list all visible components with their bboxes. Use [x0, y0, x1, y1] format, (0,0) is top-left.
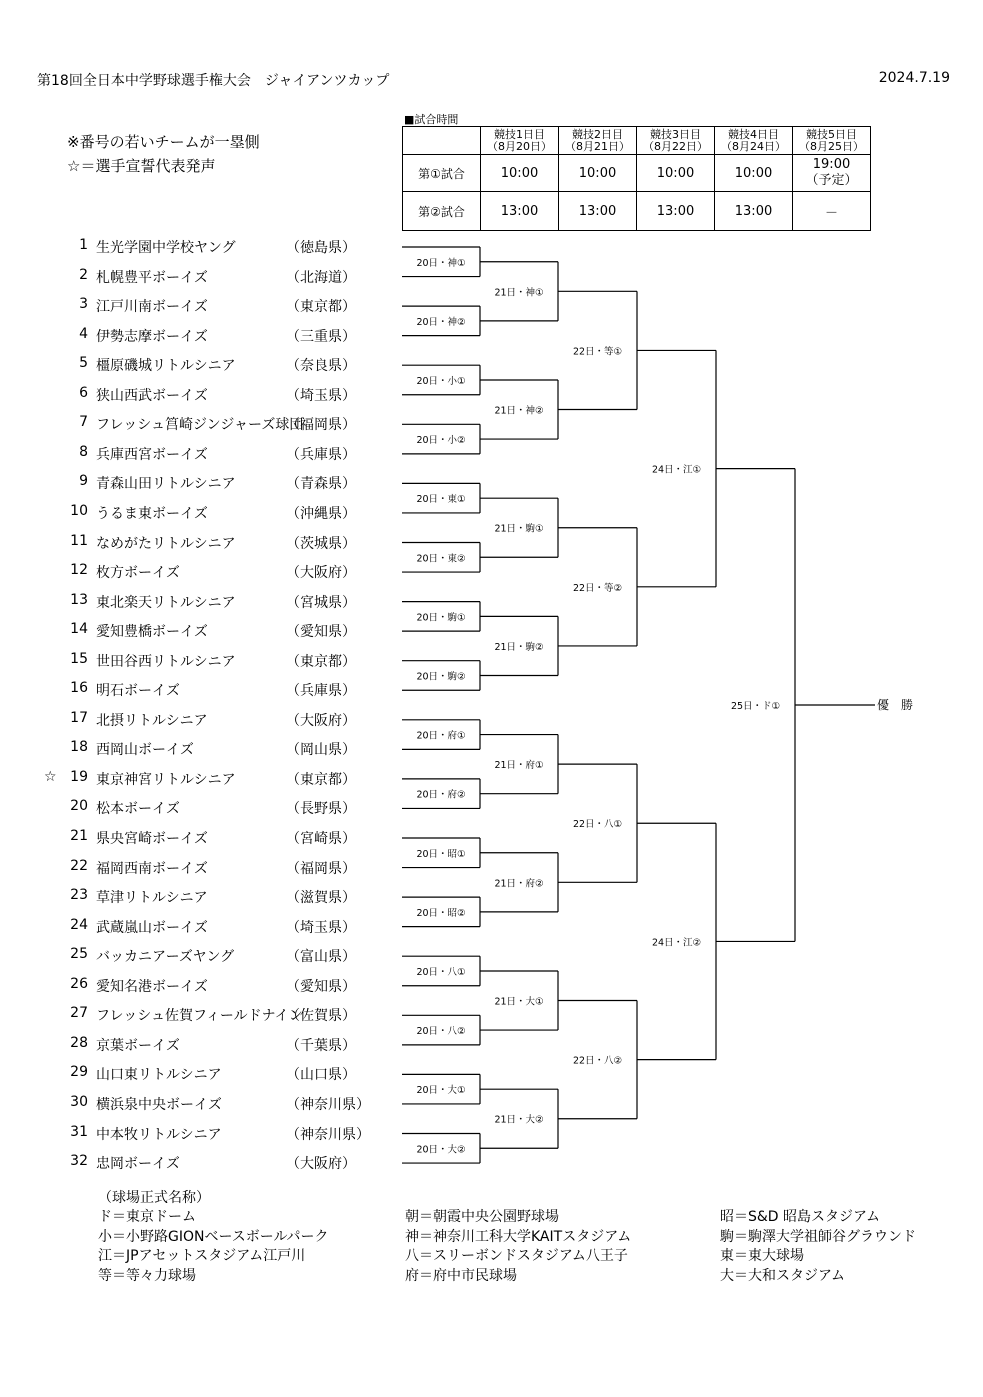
- star-marker: ☆: [44, 769, 57, 785]
- match-label-round1: 20日・駒①: [416, 612, 466, 624]
- match-label-round1: 20日・府②: [416, 789, 466, 801]
- match-label-round3: 22日・八①: [572, 819, 623, 831]
- team-number: 4: [79, 326, 88, 342]
- team-number: 17: [70, 710, 88, 726]
- match-label-round2: 21日・府①: [494, 760, 544, 772]
- match-label-round1: 20日・駒②: [416, 671, 466, 683]
- venues-heading: （球場正式名称）: [98, 1190, 210, 1206]
- day-label: 競技5日目: [806, 127, 857, 141]
- team-name: 福岡西南ボーイズ: [96, 861, 208, 877]
- venue-entry: 等＝等々力球場: [98, 1267, 196, 1284]
- team-prefecture: （福岡県）: [286, 861, 356, 877]
- day-label: 競技2日目: [572, 127, 623, 141]
- match-label-round1: 20日・八②: [416, 1026, 466, 1038]
- note-first-base: ※番号の若いチームが一塁側: [67, 133, 260, 151]
- match-label-round1: 20日・小①: [416, 375, 466, 387]
- match-label-round1: 20日・昭①: [416, 848, 466, 860]
- team-prefecture: （神奈川県）: [286, 1127, 370, 1143]
- team-name: 武蔵嵐山ボーイズ: [96, 920, 208, 936]
- team-number: 5: [79, 355, 88, 371]
- team-name: フレッシュ佐賀フィールドナイン: [96, 1008, 303, 1024]
- team-name: 松本ボーイズ: [96, 801, 180, 817]
- team-name: 江戸川南ボーイズ: [96, 299, 208, 315]
- match-label-semifinal: 24日・江②: [651, 937, 702, 949]
- match-label-round3: 22日・八②: [572, 1055, 623, 1067]
- team-prefecture: （長野県）: [286, 801, 356, 817]
- venue-entry: ド＝東京ドーム: [98, 1209, 196, 1225]
- team-name: 愛知豊橋ボーイズ: [96, 624, 208, 640]
- team-prefecture: （沖縄県）: [286, 506, 356, 522]
- team-prefecture: （神奈川県）: [286, 1097, 370, 1113]
- team-number: 27: [70, 1005, 88, 1021]
- day-date: （8月22日）: [643, 139, 708, 153]
- match-label-round2: 21日・大①: [494, 996, 544, 1008]
- match-label-round2: 21日・大②: [494, 1114, 544, 1126]
- page-title: 第18回全日本中学野球選手権大会 ジャイアンツカップ: [37, 73, 390, 89]
- team-prefecture: （千葉県）: [286, 1038, 356, 1054]
- schedule-time: 13:00: [715, 192, 793, 231]
- champion-label: 優 勝: [876, 698, 914, 713]
- schedule-time: 13:00: [481, 192, 559, 231]
- team-name: 県央宮崎ボーイズ: [96, 831, 208, 847]
- team-prefecture: （宮城県）: [286, 595, 356, 611]
- team-number: 6: [79, 385, 88, 401]
- note-oath: ☆＝選手宣誓代表発声: [67, 157, 216, 175]
- team-number: 9: [79, 473, 88, 489]
- match-label-round1: 20日・小②: [416, 435, 466, 447]
- team-number: 23: [70, 887, 88, 903]
- team-prefecture: （愛知県）: [286, 979, 356, 995]
- match-label-round2: 21日・神①: [494, 287, 544, 299]
- team-name: 伊勢志摩ボーイズ: [96, 329, 208, 345]
- match-label-round1: 20日・神②: [416, 316, 466, 328]
- team-number: 31: [70, 1124, 88, 1140]
- match-label-round1: 20日・八①: [416, 966, 466, 978]
- team-prefecture: （埼玉県）: [286, 920, 356, 936]
- team-number: 18: [70, 739, 88, 755]
- day-date: （8月25日）: [799, 139, 864, 153]
- venue-entry: 朝＝朝霞中央公園野球場: [405, 1209, 559, 1225]
- team-name: 山口東リトルシニア: [96, 1067, 222, 1083]
- team-number: 10: [70, 503, 88, 519]
- schedule-time: 10:00: [715, 155, 793, 192]
- team-prefecture: （山口県）: [286, 1067, 356, 1083]
- team-name: 橿原磯城リトルシニア: [96, 358, 236, 374]
- schedule-time: 13:00: [637, 192, 715, 231]
- team-prefecture: （埼玉県）: [286, 388, 356, 404]
- team-name: 草津リトルシニア: [96, 890, 208, 906]
- venue-entry: 府＝府中市民球場: [405, 1267, 517, 1284]
- venue-entry: 江＝JPアセットスタジアム江戸川: [98, 1248, 306, 1264]
- team-prefecture: （福岡県）: [286, 417, 356, 433]
- team-prefecture: （岡山県）: [286, 742, 356, 758]
- team-number: 8: [79, 444, 88, 460]
- team-prefecture: （大阪府）: [286, 713, 356, 729]
- schedule-time: 13:00: [559, 192, 637, 231]
- venue-entry: 駒＝駒澤大学祖師谷グラウンド: [720, 1228, 916, 1245]
- team-name: フレッシュ筥崎ジンジャーズ球団: [96, 417, 304, 433]
- schedule-label: ■試合時間: [404, 113, 459, 126]
- team-prefecture: （東京都）: [286, 654, 356, 670]
- schedule-row-label: 第①試合: [403, 155, 481, 192]
- venue-entry: 大＝大和スタジアム: [720, 1267, 846, 1284]
- venue-entry: 八＝スリーボンドスタジアム八王子: [405, 1248, 628, 1264]
- match-label-round3: 22日・等①: [572, 346, 623, 358]
- day-label: 競技4日目: [728, 127, 779, 141]
- team-prefecture: （青森県）: [286, 476, 356, 492]
- team-prefecture: （北海道）: [286, 270, 356, 286]
- team-prefecture: （三重県）: [286, 329, 356, 345]
- team-number: 7: [79, 414, 88, 430]
- team-number: 21: [70, 828, 88, 844]
- team-number: 28: [70, 1035, 88, 1051]
- match-label-round1: 20日・東①: [416, 494, 466, 506]
- schedule-time: 19:00 （予定）: [793, 155, 871, 192]
- team-name: 愛知名港ボーイズ: [96, 979, 208, 995]
- team-name: 東京神宮リトルシニア: [96, 772, 236, 788]
- day-date: （8月21日）: [565, 139, 630, 153]
- team-prefecture: （兵庫県）: [286, 447, 356, 463]
- team-number: 25: [70, 946, 88, 962]
- match-label-round1: 20日・府①: [416, 730, 466, 742]
- team-number: 22: [70, 858, 88, 874]
- team-prefecture: （滋賀県）: [286, 890, 356, 906]
- team-name: バッカニアーズヤング: [96, 949, 235, 965]
- team-name: 横浜泉中央ボーイズ: [96, 1097, 222, 1113]
- team-prefecture: （東京都）: [286, 772, 356, 788]
- team-number: 32: [70, 1153, 88, 1169]
- match-label-round1: 20日・昭②: [416, 907, 466, 919]
- team-name: 青森山田リトルシニア: [96, 476, 236, 492]
- team-name: 京葉ボーイズ: [96, 1038, 180, 1054]
- team-number: 29: [70, 1064, 88, 1080]
- match-label-round2: 21日・駒②: [494, 641, 544, 653]
- team-name: 北摂リトルシニア: [96, 713, 208, 729]
- team-name: 生光学園中学校ヤング: [96, 240, 236, 256]
- team-prefecture: （茨城県）: [286, 536, 356, 552]
- match-label-round3: 22日・等②: [572, 582, 623, 594]
- match-label-semifinal: 24日・江①: [651, 464, 702, 476]
- venue-entry: 東＝東大球場: [720, 1248, 804, 1264]
- team-prefecture: （大阪府）: [286, 1156, 356, 1172]
- team-number: 1: [79, 237, 88, 253]
- team-number: 26: [70, 976, 88, 992]
- team-number: 19: [70, 769, 88, 785]
- team-number: 15: [70, 651, 88, 667]
- team-number: 13: [70, 592, 88, 608]
- team-prefecture: （奈良県）: [286, 358, 356, 374]
- team-number: 20: [70, 798, 88, 814]
- team-name: うるま東ボーイズ: [96, 506, 208, 522]
- team-number: 16: [70, 680, 88, 696]
- team-prefecture: （大阪府）: [286, 565, 356, 581]
- team-name: 明石ボーイズ: [96, 683, 180, 699]
- team-name: 忠岡ボーイズ: [96, 1156, 180, 1172]
- venue-entry: 昭＝S&D 昭島スタジアム: [720, 1209, 881, 1225]
- team-name: 狭山西武ボーイズ: [96, 388, 208, 404]
- match-label-final: 25日・ド①: [730, 701, 781, 713]
- match-label-round1: 20日・東②: [416, 553, 466, 565]
- venue-entry: 神＝神奈川工科大学KAITスタジアム: [405, 1228, 632, 1245]
- team-name: 東北楽天リトルシニア: [96, 595, 236, 611]
- team-prefecture: （兵庫県）: [286, 683, 356, 699]
- schedule-time: 10:00: [637, 155, 715, 192]
- team-name: なめがたリトルシニア: [96, 536, 236, 552]
- match-label-round2: 21日・府②: [494, 878, 544, 890]
- team-prefecture: （愛知県）: [286, 624, 356, 640]
- match-label-round2: 21日・駒①: [494, 523, 544, 535]
- team-name: 中本牧リトルシニア: [96, 1127, 222, 1143]
- team-name: 世田谷西リトルシニア: [96, 654, 236, 670]
- match-label-round1: 20日・神①: [416, 257, 466, 269]
- schedule-row-label: 第②試合: [403, 192, 481, 231]
- team-number: 14: [70, 621, 88, 637]
- team-number: 30: [70, 1094, 88, 1110]
- match-label-round1: 20日・大①: [416, 1085, 466, 1097]
- day-date: （8月24日）: [721, 139, 786, 153]
- team-number: 24: [70, 917, 88, 933]
- schedule-time: 10:00: [481, 155, 559, 192]
- team-prefecture: （佐賀県）: [286, 1008, 356, 1024]
- team-name: 兵庫西宮ボーイズ: [96, 447, 208, 463]
- document-date: 2024.7.19: [878, 70, 950, 86]
- team-number: 12: [70, 562, 88, 578]
- match-label-round1: 20日・大②: [416, 1144, 466, 1156]
- team-number: 11: [70, 533, 88, 549]
- team-number: 2: [79, 267, 88, 283]
- team-name: 札幌豊平ボーイズ: [96, 270, 208, 286]
- schedule-time: 10:00: [559, 155, 637, 192]
- team-prefecture: （東京都）: [286, 299, 356, 315]
- match-label-round2: 21日・神②: [494, 405, 544, 417]
- team-name: 枚方ボーイズ: [96, 565, 180, 581]
- day-label: 競技1日目: [494, 127, 545, 141]
- team-prefecture: （徳島県）: [286, 240, 356, 256]
- venue-entry: 小＝小野路GIONベースボールパーク: [98, 1228, 329, 1245]
- team-number: 3: [79, 296, 88, 312]
- team-prefecture: （宮崎県）: [286, 831, 356, 847]
- schedule-time: －: [793, 192, 871, 231]
- team-prefecture: （富山県）: [286, 949, 356, 965]
- day-date: （8月20日）: [487, 139, 552, 153]
- team-name: 西岡山ボーイズ: [96, 742, 194, 758]
- day-label: 競技3日目: [650, 127, 701, 141]
